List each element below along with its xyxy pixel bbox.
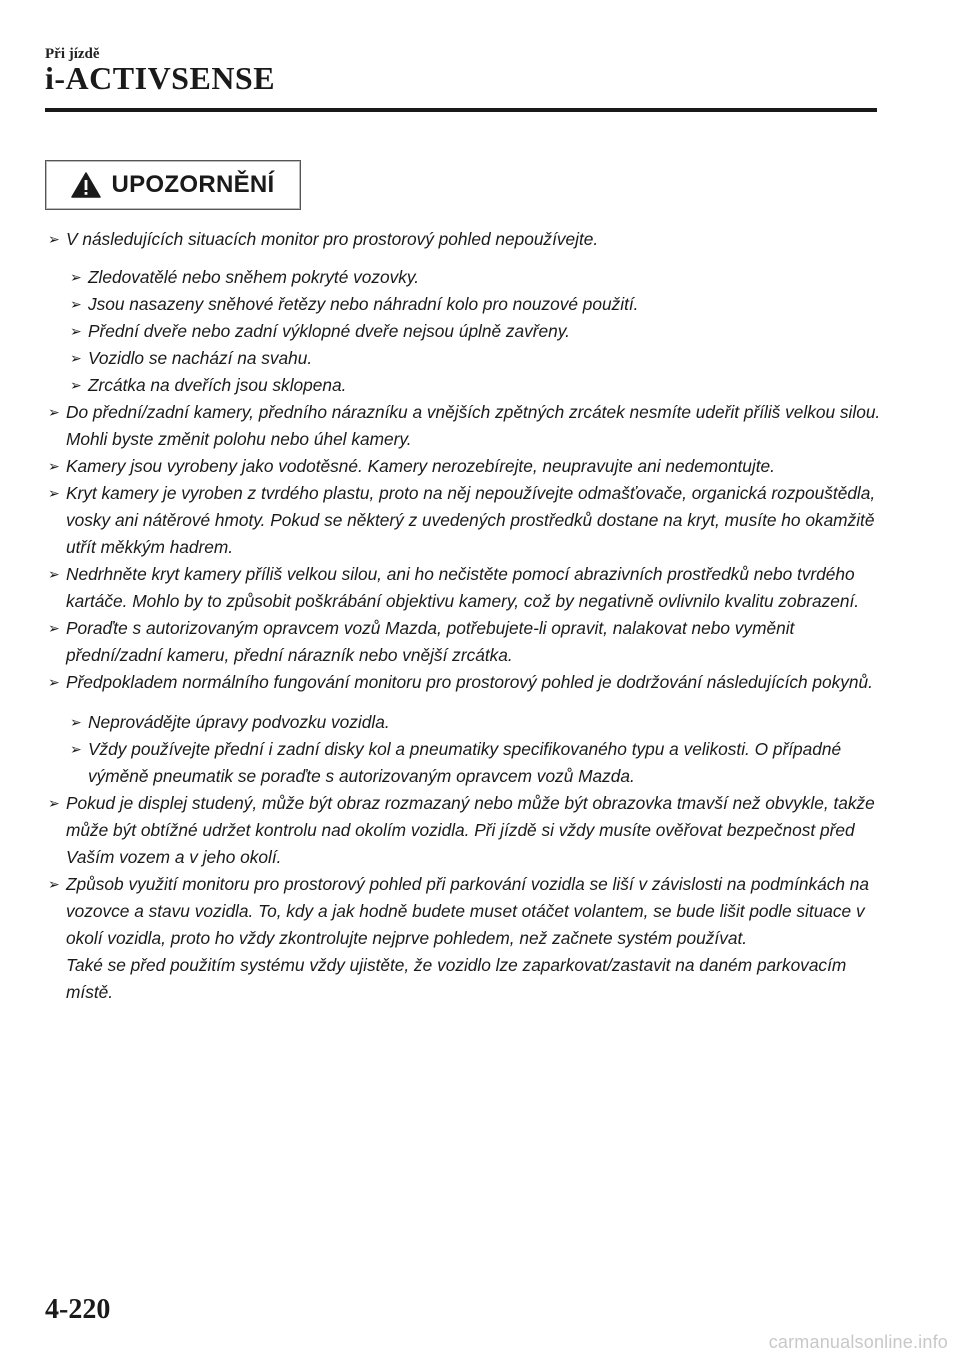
sub-item-text: Neprovádějte úpravy podvozku vozidla. (88, 712, 390, 732)
bullet-arrow-icon: ➢ (48, 795, 60, 811)
sub-item-text: Vozidlo se nachází na svahu. (88, 348, 313, 368)
bullet-arrow-icon: ➢ (70, 350, 82, 366)
list-item-text: Do přední/zadní kamery, předního nárazníku a vnějších zpětných zrcátek nesmíte udeřit příliš velkou silou. Mohli byste změnit polohu nebo úhel kamery. (66, 402, 881, 449)
list-item (48, 480, 888, 561)
list-item-text: V následujících situacích monitor pro prostorový pohled nepoužívejte. (66, 229, 599, 249)
sub-list-item (70, 736, 888, 790)
list-item-text: Předpokladem normálního fungování monitoru pro prostorový pohled je dodržování následujících pokynů. (66, 672, 873, 692)
list-item-last (48, 871, 888, 1006)
list-item-text: Kamery jsou vyrobeny jako vodotěsné. Kamery nerozebírejte, neupravujte ani nedemontujte. (66, 456, 775, 476)
header-divider (45, 108, 877, 112)
bullet-arrow-icon: ➢ (48, 458, 60, 474)
bullet-arrow-icon: ➢ (70, 323, 82, 339)
bullet-arrow-icon: ➢ (48, 231, 60, 247)
bullet-arrow-icon: ➢ (48, 674, 60, 690)
list-item-intro (48, 226, 888, 399)
bullet-arrow-icon: ➢ (70, 296, 82, 312)
bullet-arrow-icon: ➢ (70, 269, 82, 285)
list-item-text: Způsob využití monitoru pro prostorový pohled při parkování vozidla se liší v závislosti na podmínkách na vozovce a stavu vozidla. To, kdy a jak hodně budete muset otáčet volantem, se bude lišit podle situace v okolí vozidla, proto ho vždy zkontrolujte nejprve pohledem, než začnete systém používat. (66, 874, 870, 948)
bullet-arrow-icon: ➢ (70, 377, 82, 393)
sub-item-text: Jsou nasazeny sněhové řetězy nebo náhradní kolo pro nouzové použití. (88, 294, 639, 314)
sub-list-item (70, 372, 888, 399)
list-item (48, 561, 888, 615)
list-item-text: Pokud je displej studený, může být obraz rozmazaný nebo může být obrazovka tmavší než obvykle, takže může být obtížné udržet kontrolu nad okolím vozidla. Při jízdě si vždy musíte ověřovat bezpečnost před Vaším vozem a v jeho okolí. (66, 793, 875, 867)
list-item (48, 453, 888, 480)
section-label: Při jízdě (45, 46, 100, 62)
sub-item-text: Zledovatělé nebo sněhem pokryté vozovky. (88, 267, 420, 287)
list-item (48, 790, 888, 871)
bullet-arrow-icon: ➢ (70, 714, 82, 730)
list-item-text: Kryt kamery je vyroben z tvrdého plastu, proto na něj nepoužívejte odmašťovače, organická rozpouštědla, vosky ani nátěrové hmoty. Pokud se některý z uvedených prostředků dostane na kryt, musíte ho okamžitě utřít měkkým hadrem. (66, 483, 876, 557)
sub-list-item (70, 709, 888, 736)
warning-label: UPOZORNĚNÍ (111, 171, 275, 198)
bullet-arrow-icon: ➢ (48, 620, 60, 636)
bullet-arrow-icon: ➢ (48, 404, 60, 420)
sub-list-conditions (66, 264, 888, 399)
bullet-arrow-icon: ➢ (70, 741, 82, 757)
list-item-text: Nedrhněte kryt kamery příliš velkou silou, ani ho nečistěte pomocí abrazivních prostředků nebo tvrdého kartáče. Mohlo by to způsobit poškrábání objektivu kamery, což by negativně ovlivnilo kvalitu zobrazení. (66, 564, 860, 611)
warning-triangle-icon (71, 172, 101, 198)
warning-banner (45, 160, 301, 210)
sub-list-item (70, 264, 888, 291)
bullet-arrow-icon: ➢ (48, 876, 60, 892)
sub-item-text: Přední dveře nebo zadní výklopné dveře nejsou úplně zavřeny. (88, 321, 570, 341)
sub-list-item (70, 291, 888, 318)
list-item-continuation: Také se před použitím systému vždy ujistěte, že vozidlo lze zaparkovat/zastavit na daném parkovacím místě. (66, 955, 847, 1002)
page-title: i-ACTIVSENSE (45, 60, 276, 96)
page-number: 4-220 (45, 1294, 111, 1325)
bullet-arrow-icon: ➢ (48, 566, 60, 582)
caution-content (48, 226, 888, 1006)
sub-item-text: Vždy používejte přední i zadní disky kol a pneumatiky specifikovaného typu a velikosti. O případné výměně pneumatik se poraďte s autorizovaným opravcem vozů Mazda. (88, 739, 842, 786)
caution-list (48, 226, 888, 1006)
sub-list-item (70, 318, 888, 345)
sub-list-prereq (66, 709, 888, 790)
sub-item-text: Zrcátka na dveřích jsou sklopena. (88, 375, 347, 395)
list-item (48, 399, 888, 453)
bullet-arrow-icon: ➢ (48, 485, 60, 501)
sub-list-item (70, 345, 888, 372)
list-item-text: Poraďte s autorizovaným opravcem vozů Mazda, potřebujete-li opravit, nalakovat nebo vyměnit přední/zadní kameru, přední nárazník nebo vnější zrcátka. (66, 618, 795, 665)
watermark: carmanualsonline.info (768, 1332, 948, 1352)
list-item-prereq (48, 669, 888, 790)
list-item (48, 615, 888, 669)
